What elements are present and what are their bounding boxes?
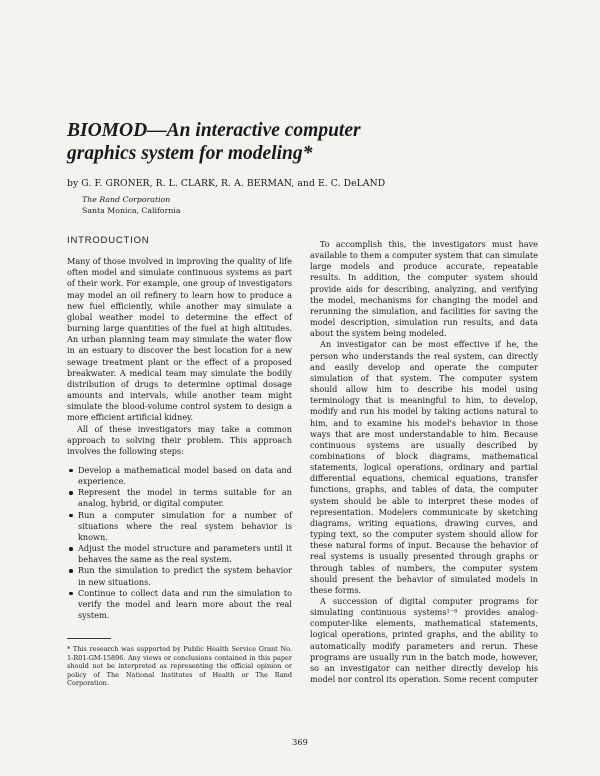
steps-list <box>67 465 292 621</box>
list-item: Represent the model in terms suitable for an analog, hybrid, or digital computer. <box>67 487 292 509</box>
affiliation-organization: The Rand Corporation <box>82 195 171 204</box>
list-item: Continue to collect data and run the simulation to verify the model and learn more about the real system. <box>67 588 292 621</box>
list-item: Develop a mathematical model based on data and experience. <box>67 465 292 487</box>
footnote-divider <box>67 638 111 639</box>
list-item: Run a computer simulation for a number of situations where the real system behavior is known. <box>67 510 292 543</box>
right-paragraph-3: A succession of digital computer programs for simulating continuous systems¹⁻⁸ provides analog-computer-like elements, mathematical statements, logical operations, printed graphs, and the ability to automatically modify parameters and rerun. These programs are usually run in the batch mode, however, so an investigator can neither directly develop his model nor control its operation. Some recent computer <box>310 596 538 685</box>
right-paragraph-1: To accomplish this, the investigators must have available to them a computer system that can simulate large models and produce accurate, repeatable results. In addition, the computer system should provide aids for describing, analyzing, and verifying the model, mechanisms for changing the model and rerunning the simulation, and facilities for saving the model description, simulation run results, and data about the system being modeled. <box>310 239 538 339</box>
list-item: Run the simulation to predict the system behavior in new situations. <box>67 565 292 587</box>
footnote: * This research was supported by Public Health Service Grant No. 1-R01-GM-15896. Any views or conclusions contained in this paper should not be interpreted as representing the official opinion or policy of The National Institutes of Health or The Rand Corporation. <box>67 645 292 688</box>
author-list: by G. F. GRONER, R. L. CLARK, R. A. BERMAN, and E. C. DeLAND <box>67 178 386 189</box>
left-column <box>67 235 292 621</box>
affiliation-location: Santa Monica, California <box>82 206 181 215</box>
paper-title: BIOMOD—An interactive computer graphics system for modeling* <box>67 120 361 164</box>
affiliation <box>82 194 181 216</box>
intro-paragraph-1: Many of those involved in improving the quality of life often model and simulate continuous systems as part of their work. For example, one group of investigators may model an oil refinery to learn how to produce a new fuel efficiently, while another may simulate a global weather model to determine the effect of burning large quantities of the fuel at high altitudes. An urban planning team may simulate the water flow in an estuary to discover the best location for a new sewage treatment plant or the effect of a proposed breakwater. A medical team may simulate the bodily distribution of drugs to determine optimal dosage amounts and intervals, while another team might simulate the blood-volume control system to design a more efficient artificial kidney. <box>67 256 292 423</box>
page-number: 369 <box>292 737 308 747</box>
right-paragraph-2: An investigator can be most effective if he, the person who understands the real system, can directly and easily develop and operate the computer simulation of that system. The computer system should allow him to describe his model using terminology that is meaningful to him, to develop, modify and run his model by taking actions natural to him, and to examine his model's behavior in those ways that are most understandable to him. Because continuous systems are usually described by combinations of block diagrams, mathematical statements, logical operations, ordinary and partial differential equations, chemical equations, transfer functions, graphs, and tables of data, the computer system should be able to interpret these modes of representation. Modelers communicate by sketching diagrams, writing equations, drawing curves, and typing text, so the computer system should allow for these natural forms of input. Because the behavior of real systems is usually presented through graphs or through tables of numbers, the computer system should present the behavior of simulated models in these forms. <box>310 339 538 595</box>
list-item: Adjust the model structure and parameters until it behaves the same as the real system. <box>67 543 292 565</box>
section-heading-introduction: INTRODUCTION <box>67 235 150 246</box>
intro-paragraph-2: All of these investigators may take a common approach to solving their problem. This approach involves the following steps: <box>67 423 292 456</box>
right-column <box>310 239 538 685</box>
